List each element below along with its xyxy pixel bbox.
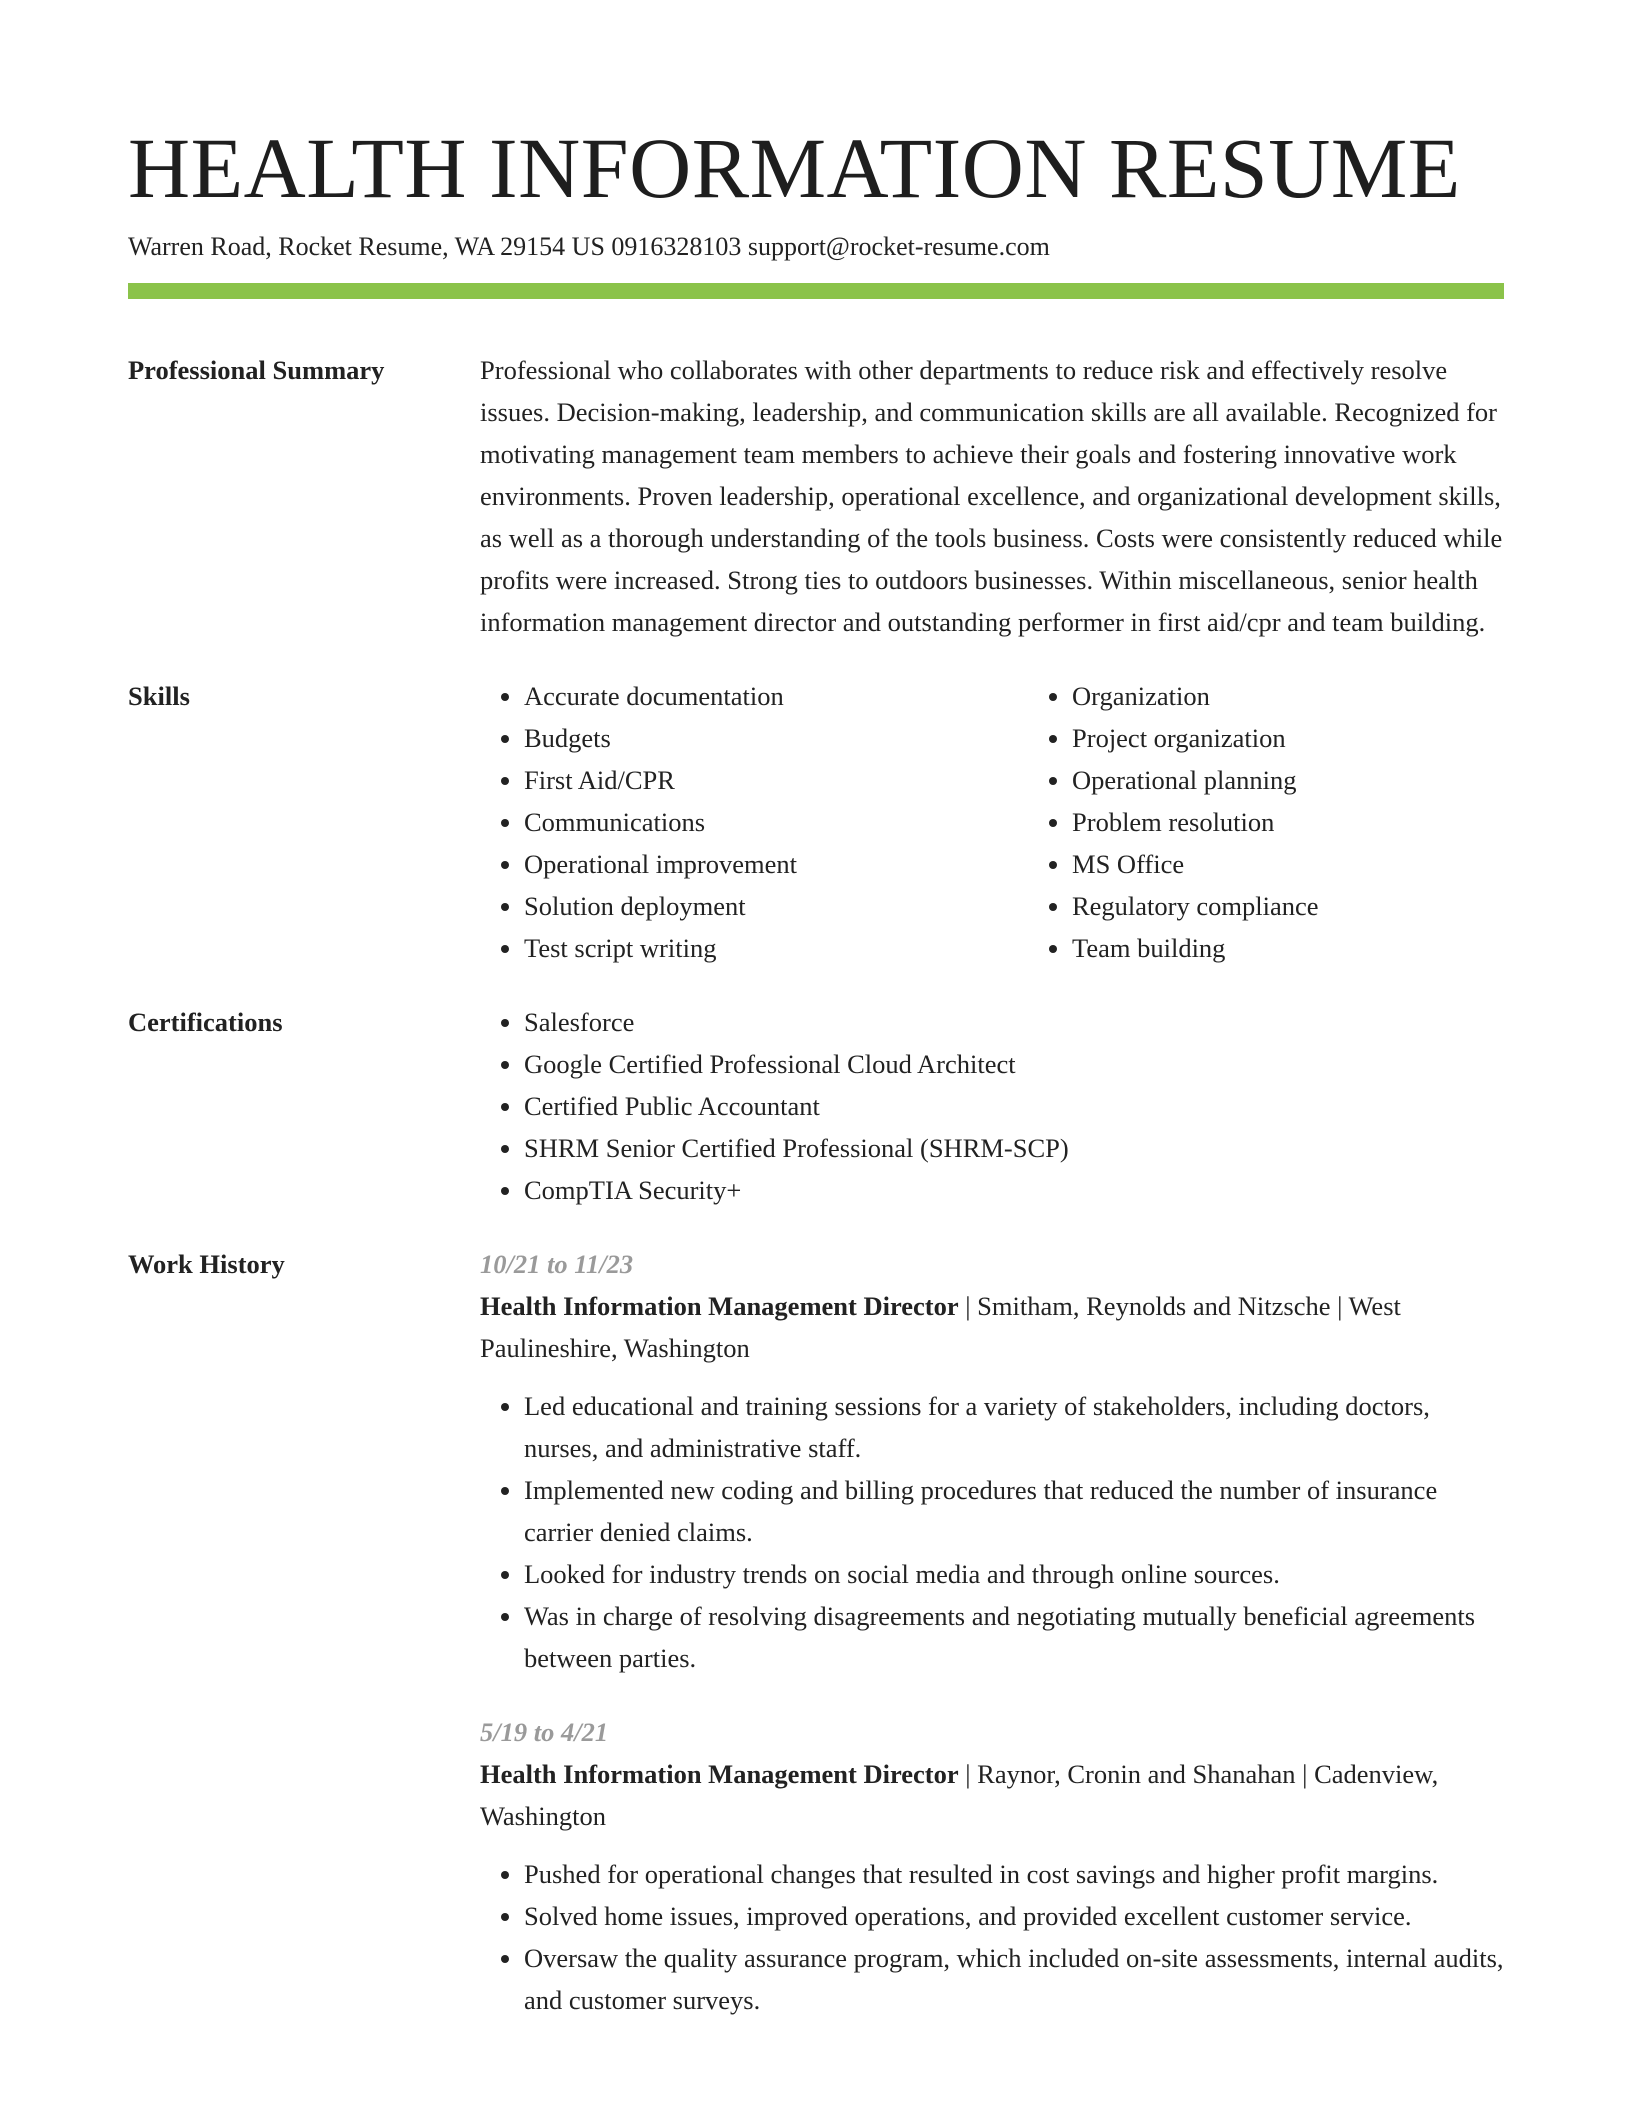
certification-item: • Google Certified Professional Cloud Architect: [524, 1043, 1504, 1085]
job-details: | Raynor, Cronin and Shanahan | Cadenview, Washington: [480, 1759, 1439, 1831]
job-bullets: [480, 1853, 1504, 2021]
certifications-body: [480, 1001, 1504, 1211]
skill-item: • Test script writing: [524, 927, 1028, 969]
job-bullet: • Implemented new coding and billing procedures that reduced the number of insurance carrier denied claims.: [524, 1469, 1504, 1553]
resume-page: [128, 118, 1504, 2021]
job-entry: [480, 1711, 1504, 2021]
certification-item: • Salesforce: [524, 1001, 1504, 1043]
job-heading: [480, 1285, 1504, 1369]
skill-item: • Budgets: [524, 717, 1028, 759]
summary-section: [128, 349, 1504, 643]
work-history-heading: Work History: [128, 1249, 285, 1279]
skill-item: • Operational planning: [1072, 759, 1576, 801]
job-details: | Smitham, Reynolds and Nitzsche | West Paulineshire, Washington: [480, 1291, 1401, 1363]
skill-item: • Organization: [1072, 675, 1576, 717]
skills-list: [480, 675, 1576, 969]
job-title: Health Information Management Director: [480, 1291, 959, 1321]
job-dates: 10/21 to 11/23: [480, 1249, 634, 1279]
summary-heading: Professional Summary: [128, 355, 385, 385]
work-history-section: [128, 1243, 1504, 2021]
job-bullet: • Pushed for operational changes that resulted in cost savings and higher profit margins.: [524, 1853, 1504, 1895]
job-dates: 5/19 to 4/21: [480, 1717, 609, 1747]
work-history-body: [480, 1243, 1504, 2021]
resume-title: HEALTH INFORMATION RESUME: [128, 120, 1461, 216]
header-divider: [128, 283, 1504, 299]
skill-item: • Team building: [1072, 927, 1576, 969]
address: Warren Road, Rocket Resume, WA 29154 US: [128, 232, 605, 261]
certification-item: • Certified Public Accountant: [524, 1085, 1504, 1127]
skill-item: • Problem resolution: [1072, 801, 1576, 843]
job-entry: [480, 1243, 1504, 1679]
skill-item: • Regulatory compliance: [1072, 885, 1576, 927]
certification-item: • SHRM Senior Certified Professional (SHRM-SCP): [524, 1127, 1504, 1169]
job-bullet: • Oversaw the quality assurance program, which included on-site assessments, internal audits, and customer surveys.: [524, 1937, 1504, 2021]
skill-item: • First Aid/CPR: [524, 759, 1028, 801]
skill-item: • MS Office: [1072, 843, 1576, 885]
job-title: Health Information Management Director: [480, 1759, 959, 1789]
skill-item: • Accurate documentation: [524, 675, 1028, 717]
job-bullet: • Was in charge of resolving disagreements and negotiating mutually beneficial agreements between parties.: [524, 1595, 1504, 1679]
contact-line: [128, 230, 1504, 264]
skill-item: • Solution deployment: [524, 885, 1028, 927]
job-bullet: • Led educational and training sessions for a variety of stakeholders, including doctors, nurses, and administrative staff.: [524, 1385, 1504, 1469]
certifications-heading: Certifications: [128, 1007, 283, 1037]
skills-column-2: [1028, 675, 1576, 969]
certifications-section: [128, 1001, 1504, 1211]
skill-item: • Operational improvement: [524, 843, 1028, 885]
job-bullets: [480, 1385, 1504, 1679]
phone: 0916328103: [611, 232, 742, 261]
job-bullet: • Looked for industry trends on social media and through online sources.: [524, 1553, 1504, 1595]
summary-text: Professional who collaborates with other departments to reduce risk and effectively resolve issues. Decision-making, leadership, and communication skills are all available. Recognized for motivating management team members to achieve their goals and fostering innovative work environments. Proven leadership, operational excellence, and organizational development skills, as well as a thorough understanding of the tools business. Costs were consistently reduced while profits were increased. Strong ties to outdoors businesses. Within miscellaneous, senior health information management director and outstanding performer in first aid/cpr and team building.: [480, 355, 1503, 637]
certification-item: • CompTIA Security+: [524, 1169, 1504, 1211]
skills-heading: Skills: [128, 681, 190, 711]
skills-section: [128, 675, 1504, 969]
job-heading: [480, 1753, 1504, 1837]
job-bullet: • Solved home issues, improved operations, and provided excellent customer service.: [524, 1895, 1504, 1937]
skill-item: • Communications: [524, 801, 1028, 843]
skill-item: • Project organization: [1072, 717, 1576, 759]
email: support@rocket-resume.com: [747, 232, 1050, 261]
skills-column-1: [480, 675, 1028, 969]
certifications-list: [480, 1001, 1504, 1211]
